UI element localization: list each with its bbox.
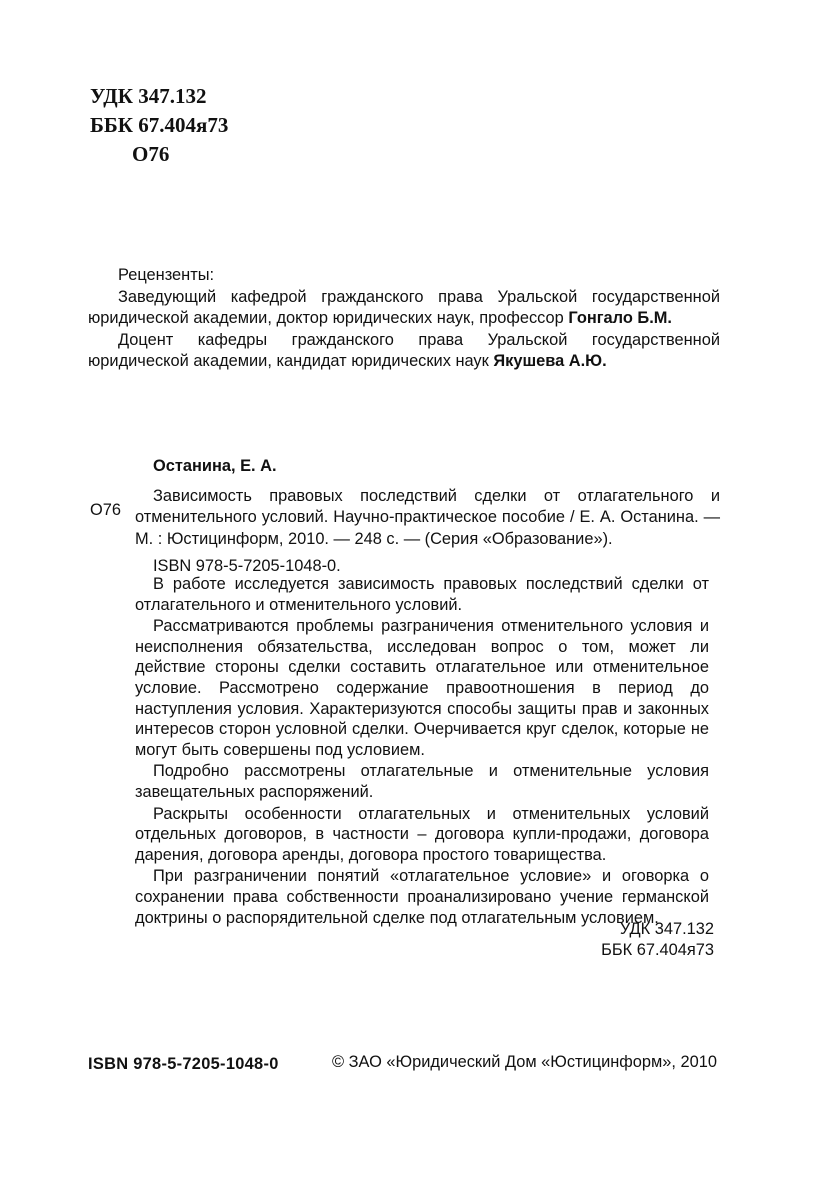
- top-author-mark: О76: [132, 142, 170, 166]
- reviewer-first-name: Гонгало Б.М.: [568, 309, 672, 327]
- top-bbk-code: ББК 67.404я73: [90, 113, 229, 137]
- top-classification-block: [90, 82, 228, 169]
- annotation-paragraph: Подробно рассмотрены отлагательные и отменительные условия завещательных распоряжений.: [135, 762, 709, 801]
- reviewer-second: [88, 330, 720, 373]
- annotation-paragraph: В работе исследуется зависимость правовых последствий сделки от отлагательного и отменительного условий.: [135, 575, 709, 614]
- footer-isbn: ISBN 978-5-7205-1048-0: [88, 1055, 279, 1073]
- bib-description: Зависимость правовых последствий сделки от отлагательного и отменительного условий. Научно-практическое пособие / Е. А. Останина. — М. : Юстицинформ, 2010. — 248 с. — (Серия «Образование»).: [135, 486, 720, 548]
- reviewers-block: [88, 265, 720, 373]
- bottom-bbk-code: ББК 67.404я73: [601, 941, 714, 959]
- reviewer-second-text: Доцент кафедры гражданского права Уральской государственной юридической академии, кандидат юридических наук: [88, 330, 720, 370]
- annotation-paragraph: Раскрыты особенности отлагательных и отменительных условий отдельных договоров, в частности – договора купли-продажи, договора дарения, договора аренды, договора простого товарищества.: [135, 804, 709, 864]
- bibliographic-block: [135, 456, 720, 578]
- reviewer-first-text: Заведующий кафедрой гражданского права Уральской государственной юридической академии, доктор юридических наук, профессор: [88, 287, 720, 327]
- top-udk-code: УДК 347.132: [90, 84, 207, 108]
- codes-right-block: [560, 919, 714, 961]
- reviewer-second-name: Якушева А.Ю.: [493, 352, 607, 370]
- annotation-paragraph: При разграничении понятий «отлагательное условие» и оговорка о сохранении права собственности проанализировано учение германской доктрины о распорядительной сделке под отлагательным условием.: [135, 867, 709, 927]
- bottom-udk-code: УДК 347.132: [619, 920, 714, 938]
- bib-author: Останина, Е. А.: [153, 457, 277, 475]
- bib-isbn: ISBN 978-5-7205-1048-0.: [153, 557, 341, 575]
- footer-copyright: © ЗАО «Юридический Дом «Юстицинформ», 2010: [332, 1053, 717, 1071]
- annotation-paragraph: Рассматриваются проблемы разграничения отменительного условия и неисполнения обязательства, исследован вопрос о том, может ли действие стороны сделки составить отлагательное или отменительное условие. Рассмотрено содержание правоотношения в период до наступления условия. Характеризуются способы защиты прав и законных интересов сторон условной сделки. Очерчивается круг сделок, которые не могут быть совершены под условием.: [135, 617, 709, 759]
- reviewer-first: [88, 287, 720, 330]
- bib-author-mark: О76: [90, 501, 121, 519]
- annotation-block: [135, 574, 709, 929]
- reviewers-heading: Рецензенты:: [118, 266, 215, 284]
